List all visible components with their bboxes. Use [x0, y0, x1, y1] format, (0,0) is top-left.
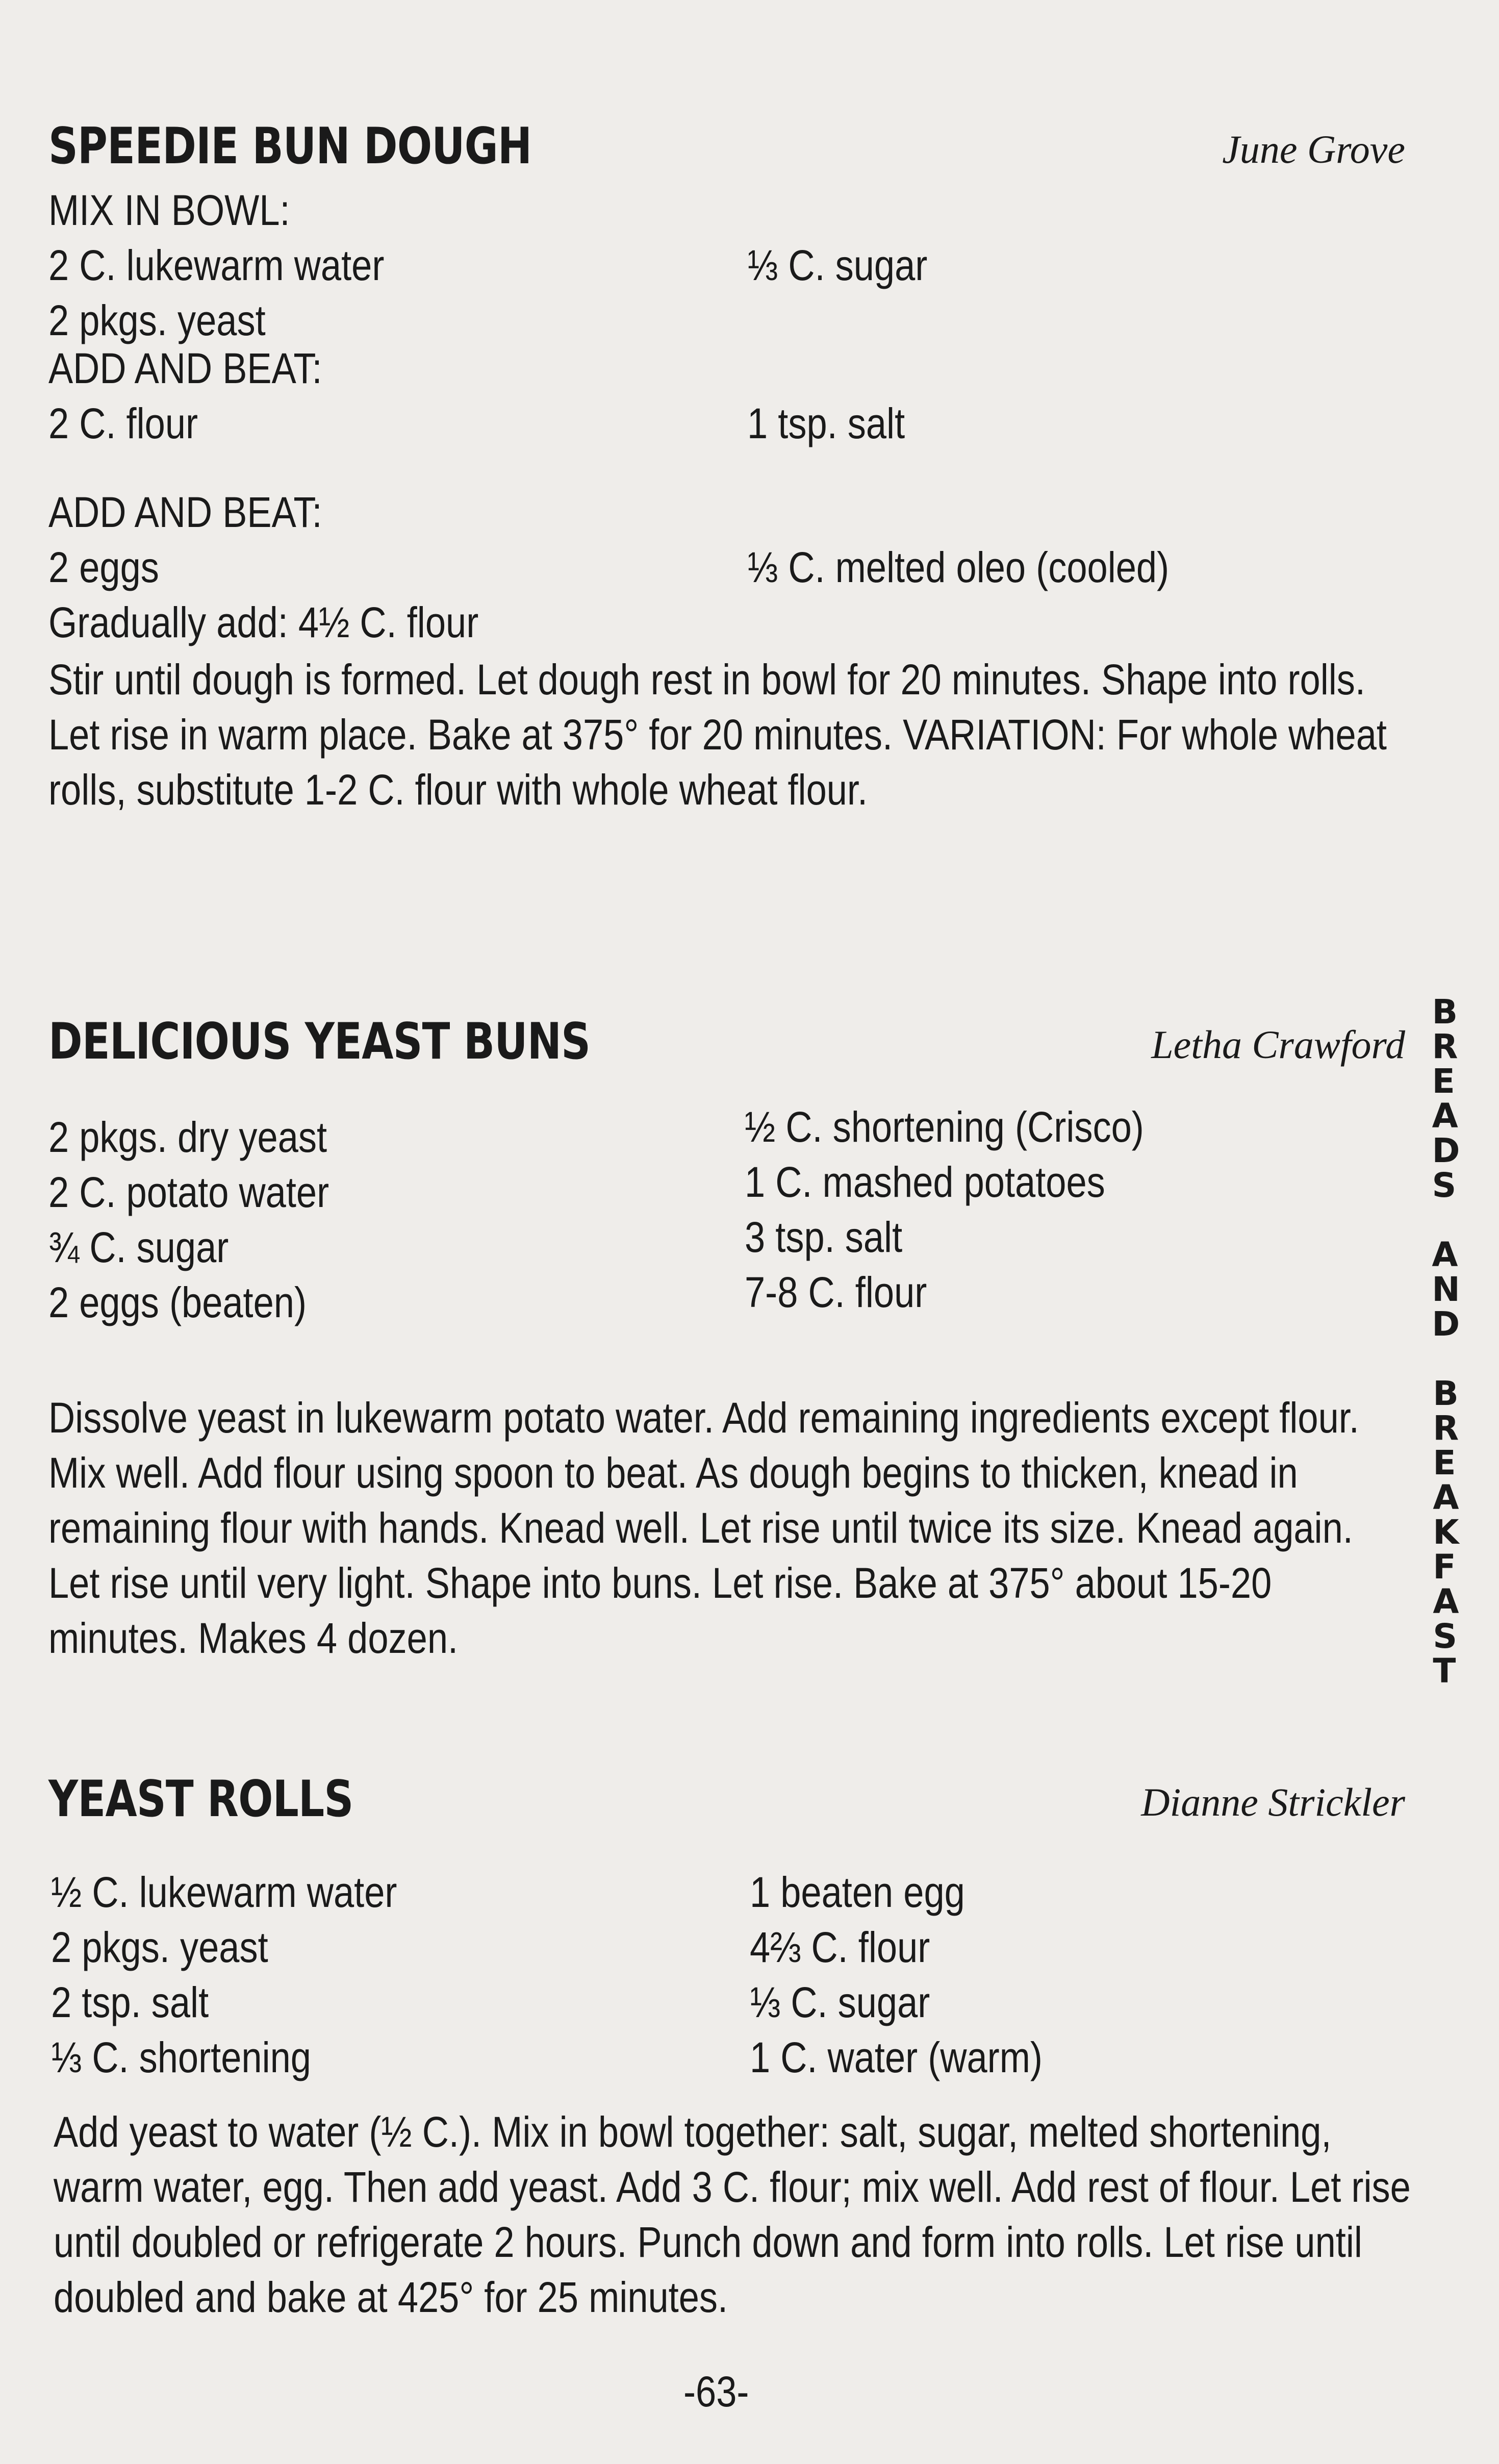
recipe-header — [48, 117, 1405, 184]
ingredients-left — [48, 238, 439, 348]
ingredient: 1 tsp. salt — [747, 399, 905, 447]
ingredient: 2 C. potato water — [48, 1168, 329, 1216]
side-label-letter: A — [1432, 1235, 1458, 1274]
recipe-directions: Dissolve yeast in lukewarm potato water. Add remaining ingredients except flour. Mix well. Add flour using spoon to beat. As dough begins to thicken, knead in remaining flour with hands. Knead well. Let rise until twice its size. Knead again. Let rise until very light. Shape into buns. Let rise. Bake at 375° about 15-20 minutes. Makes 4 dozen. — [48, 1394, 1359, 1662]
ingredient: Gradually add: 4½ C. flour — [48, 598, 479, 646]
ingredient: ⅓ C. sugar — [750, 1978, 930, 2026]
ingredient: 2 pkgs. yeast — [51, 1923, 268, 1971]
ingredient: 2 C. lukewarm water — [48, 241, 385, 289]
recipe-speedie-bun-dough — [48, 117, 1405, 814]
section-label: MIX IN BOWL: — [48, 186, 290, 234]
ingredient: ½ C. shortening (Crisco) — [745, 1103, 1144, 1151]
section-label: ADD AND BEAT: — [48, 488, 322, 536]
ingredients-left — [51, 1865, 453, 2085]
recipe-title: DELICIOUS YEAST BUNS — [48, 1013, 591, 1071]
ingredient-columns — [48, 1865, 1405, 2094]
ingredient: 2 tsp. salt — [51, 1978, 209, 2026]
side-label-letter: R — [1433, 1409, 1459, 1448]
ingredient: 1 C. mashed potatoes — [745, 1158, 1105, 1206]
recipe-directions: Stir until dough is formed. Let dough rest in bowl for 20 minutes. Shape into rolls. Let rise in warm place. Bake at 375° for 20 minutes. VARIATION: For whole wheat rolls, substitute 1-2 C. flour with whole wheat flour. — [48, 656, 1387, 814]
recipe-directions: Add yeast to water (½ C.). Mix in bowl together: salt, sugar, melted shortening, warm water, egg. Then add yeast. Add 3 C. flour; mix well. Add rest of flour. Let rise until doubled or refrigerate 2 hours. Punch down and form into rolls. Let rise until doubled and bake at 425° for 25 minutes. — [54, 2108, 1411, 2321]
recipe-author: June Grove — [1222, 127, 1405, 171]
side-label-letter: A — [1432, 1096, 1458, 1136]
side-label-letter: K — [1433, 1513, 1459, 1552]
side-label-letter: A — [1433, 1582, 1459, 1621]
side-label-letter: S — [1433, 1617, 1457, 1656]
ingredient: 2 eggs — [48, 543, 159, 591]
ingredients-right — [747, 396, 931, 451]
section-side-label — [1423, 992, 1469, 1691]
recipe-header — [48, 1013, 1405, 1079]
side-label-letter: T — [1433, 1651, 1456, 1691]
mix-section — [48, 184, 1405, 344]
recipe-author: Dianne Strickler — [1141, 1780, 1405, 1824]
ingredient: 1 beaten egg — [750, 1868, 965, 1916]
ingredients-left — [48, 396, 222, 451]
side-label-letter: N — [1432, 1270, 1460, 1309]
ingredient: 1 C. water (warm) — [750, 2033, 1043, 2081]
section-label: ADD AND BEAT: — [48, 344, 322, 392]
ingredient: 4⅔ C. flour — [750, 1923, 930, 1971]
side-label-letter: D — [1432, 1304, 1460, 1344]
side-label-word — [1432, 992, 1460, 1205]
ingredient-columns — [48, 1103, 1405, 1339]
side-label-letter: E — [1432, 1062, 1455, 1101]
side-label-letter: B — [1433, 1374, 1459, 1413]
ingredient: ¾ C. sugar — [48, 1223, 229, 1271]
recipe-yeast-rolls — [48, 1770, 1411, 2325]
ingredient: ⅓ C. shortening — [51, 2033, 311, 2081]
side-label-letter: B — [1432, 992, 1458, 1032]
recipe-delicious-yeast-buns — [48, 1013, 1405, 1666]
ingredient: ⅓ C. melted oleo (cooled) — [747, 543, 1170, 591]
page-number: -63- — [683, 2368, 749, 2416]
recipe-title: SPEEDIE BUN DOUGH — [48, 117, 532, 175]
ingredient: 2 eggs (beaten) — [48, 1278, 307, 1326]
ingredient: 2 C. flour — [48, 399, 198, 447]
side-label-word — [1433, 1376, 1459, 1689]
ingredients-left — [48, 1110, 375, 1330]
ingredient: 2 pkgs. dry yeast — [48, 1113, 327, 1161]
side-label-letter: E — [1433, 1443, 1456, 1482]
ingredient: 2 pkgs. yeast — [48, 296, 266, 344]
side-label-letter: F — [1433, 1547, 1456, 1587]
ingredients-right — [750, 1865, 1090, 2085]
ingredient: ½ C. lukewarm water — [51, 1868, 397, 1916]
ingredient: 3 tsp. salt — [745, 1213, 903, 1261]
side-label-letter: R — [1432, 1027, 1458, 1066]
ingredients-left — [48, 540, 549, 650]
beat-section-2 — [48, 485, 1405, 653]
recipe-author: Letha Crawford — [1151, 1022, 1405, 1067]
ingredient: ⅓ C. sugar — [747, 241, 928, 289]
recipe-title: YEAST ROLLS — [48, 1770, 353, 1828]
recipe-header — [48, 1770, 1405, 1837]
side-label-letter: D — [1432, 1131, 1460, 1170]
side-label-letter: S — [1432, 1166, 1457, 1205]
side-label-word — [1432, 1235, 1460, 1344]
ingredients-right — [747, 540, 1238, 595]
ingredients-right — [747, 238, 957, 293]
beat-section-1 — [48, 341, 1405, 484]
ingredient: 7-8 C. flour — [745, 1268, 927, 1316]
side-label-letter: A — [1433, 1478, 1459, 1517]
ingredients-right — [745, 1099, 1209, 1320]
